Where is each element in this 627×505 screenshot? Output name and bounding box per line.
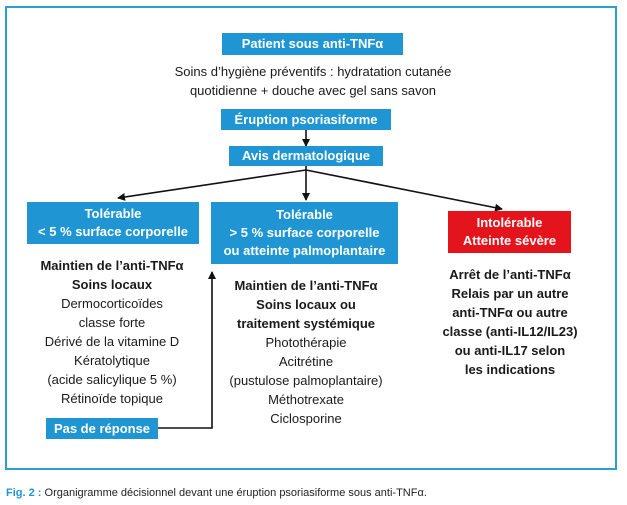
treatment-line: traitement systémique — [237, 316, 375, 331]
hygiene-text — [110, 62, 516, 100]
figure-caption — [6, 487, 427, 499]
treatment-line: les indications — [464, 362, 556, 377]
avis-box — [229, 146, 383, 166]
avis-label: Avis dermatologique — [241, 148, 371, 163]
patient-label: Patient sous anti-TNFα — [241, 36, 384, 51]
box-line: Tolérable — [276, 207, 333, 222]
hygiene-line: quotidienne + douche avec gel sans savon — [189, 83, 437, 98]
treatment-line: Soins locaux ou — [256, 297, 356, 312]
hygiene-line: Soins d’hygiène préventifs : hydratation cutanée — [174, 64, 452, 79]
caption-label: Fig. 2 : — [6, 487, 42, 499]
left-treatment-text — [12, 256, 212, 408]
treatment-line: Maintien de l’anti-TNFα — [234, 278, 378, 293]
treatment-line: Maintien de l’anti-TNFα — [40, 258, 184, 273]
caption-text: Organigramme décisionnel devant une éruption psoriasiforme sous anti-TNFα. — [41, 487, 427, 499]
treatment-line: Arrêt de l’anti-TNFα — [449, 267, 571, 282]
tolerable-high-box — [211, 202, 398, 264]
treatment-line: Photothérapie — [265, 335, 347, 350]
box-line: ou atteinte palmoplantaire — [223, 243, 386, 258]
treatment-line: Ciclosporine — [270, 411, 342, 426]
box-line: Atteinte sévère — [462, 233, 557, 248]
treatment-line: Acitrétine — [278, 354, 334, 369]
treatment-line: Rétinoïde topique — [61, 391, 163, 406]
box-line: > 5 % surface corporelle — [229, 225, 380, 240]
treatment-line: Kératolytique — [74, 353, 150, 368]
treatment-line: (acide salicylique 5 %) — [47, 372, 177, 387]
pas-de-reponse-box — [46, 418, 158, 439]
treatment-line: anti-TNFα ou autre — [452, 305, 568, 320]
treatment-line: ou anti-IL17 selon — [454, 343, 566, 358]
middle-treatment-text — [206, 276, 406, 428]
treatment-line: classe (anti-IL12/IL23) — [442, 324, 578, 339]
treatment-line: Méthotrexate — [268, 392, 344, 407]
treatment-line: Dermocorticoïdes — [61, 296, 163, 311]
treatment-line: Soins locaux — [71, 277, 153, 292]
treatment-line: classe forte — [78, 315, 146, 330]
box-line: < 5 % surface corporelle — [38, 224, 188, 239]
eruption-box — [221, 109, 391, 130]
arrow-avis-to-left — [118, 170, 306, 198]
intolerable-box — [448, 211, 571, 253]
treatment-line: (pustulose palmoplantaire) — [229, 373, 383, 388]
patient-box — [222, 33, 403, 55]
box-line: Tolérable — [84, 206, 142, 221]
pas-de-reponse-label: Pas de réponse — [53, 420, 151, 436]
eruption-label: Éruption psoriasiforme — [234, 111, 378, 127]
box-line: Intolérable — [476, 215, 543, 230]
treatment-line: Dérivé de la vitamine D — [44, 334, 180, 349]
tolerable-low-box — [27, 202, 199, 244]
treatment-line: Relais par un autre — [451, 286, 569, 301]
right-treatment-text — [410, 265, 610, 379]
